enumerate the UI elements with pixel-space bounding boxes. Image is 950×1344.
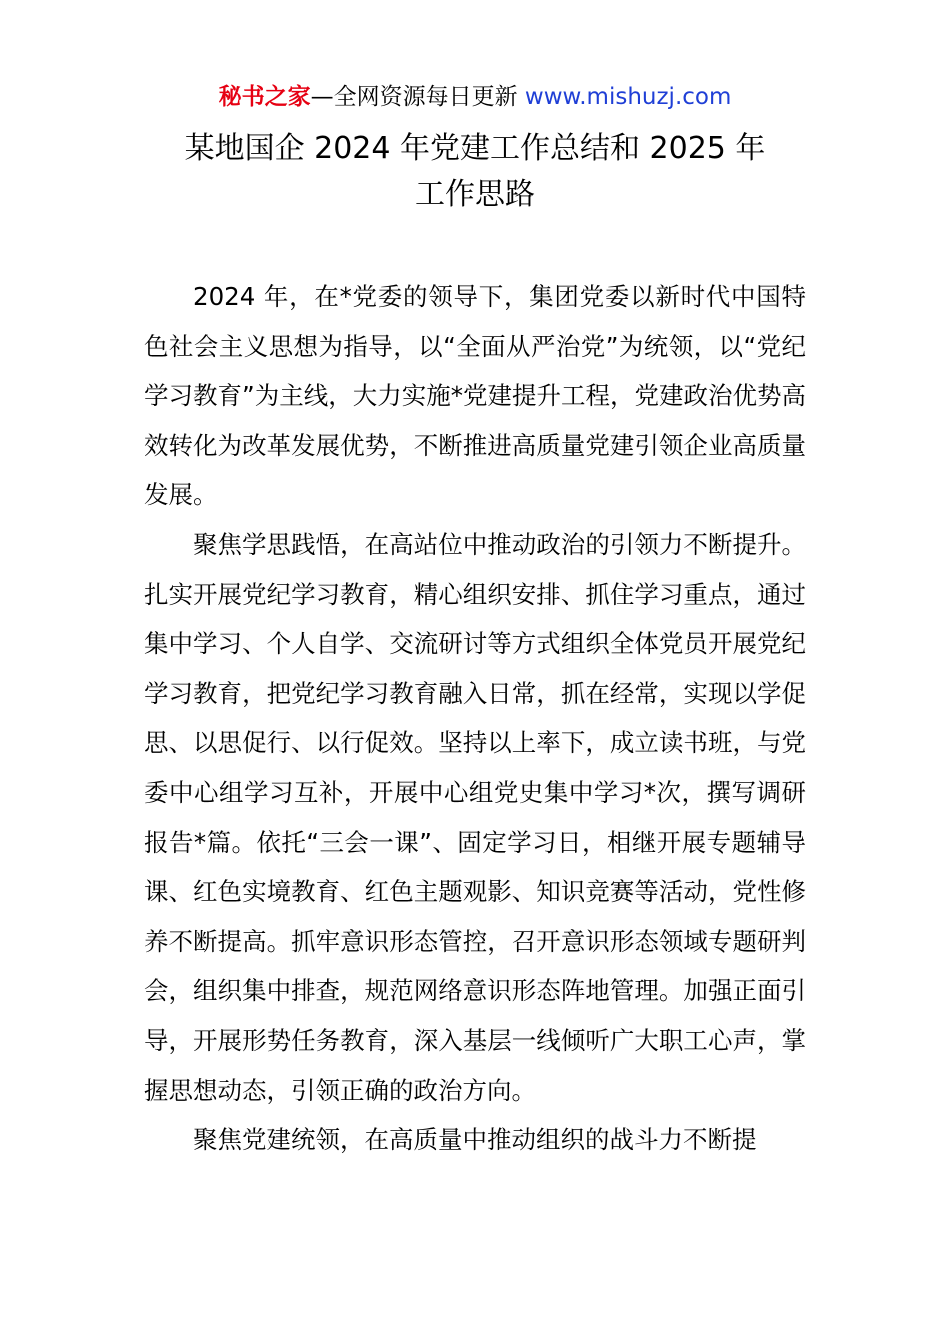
brand-name: 秘书之家 [218, 84, 311, 110]
slogan: —全网资源每日更新 [310, 84, 518, 110]
paragraph-3: 聚焦党建统领，在高质量中推动组织的战斗力不断提 [193, 1125, 757, 1155]
title-line-2: 工作思路 [415, 177, 535, 212]
document-body [144, 272, 806, 1165]
paragraph-2: 聚焦学思践悟，在高站位中推动政治的引领力不断提升。扎实开展党纪学习教育，精心组织安排、抓住学习重点，通过集中学习、个人自学、交流研讨等方式组织全体党员开展党纪学习教育，把党纪学习教育融入日常，抓在经常，实现以学促思、以思促行、以行促效。坚持以上率下，成立读书班，与党委中心组学习互补，开展中心组党史集中学习*次，撰写调研报告*篇。依托“三会一课”、固定学习日，相继开展专题辅导课、红色实境教育、红色主题观影、知识竞赛等活动，党性修养不断提高。抓牢意识形态管控，召开意识形态领域专题研判会，组织集中排查，规范网络意识形态阵地管理。加强正面引导，开展形势任务教育，深入基层一线倾听广大职工心声，掌握思想动态，引领正确的政治方向。 [144, 529, 806, 1105]
paragraph-1: 2024 年，在*党委的领导下，集团党委以新时代中国特色社会主义思想为指导，以“全面从严治党”为统领，以“党纪学习教育”为主线，大力实施*党建提升工程，党建政治优势高效转化为改革发展优势，不断推进高质量党建引领企业高质量发展。 [144, 282, 806, 510]
document-title [0, 126, 950, 218]
site-url-link[interactable]: www.mishuzj.com [524, 84, 732, 110]
title-line-1: 某地国企 2024 年党建工作总结和 2025 年 [184, 131, 766, 166]
site-header [0, 80, 950, 114]
